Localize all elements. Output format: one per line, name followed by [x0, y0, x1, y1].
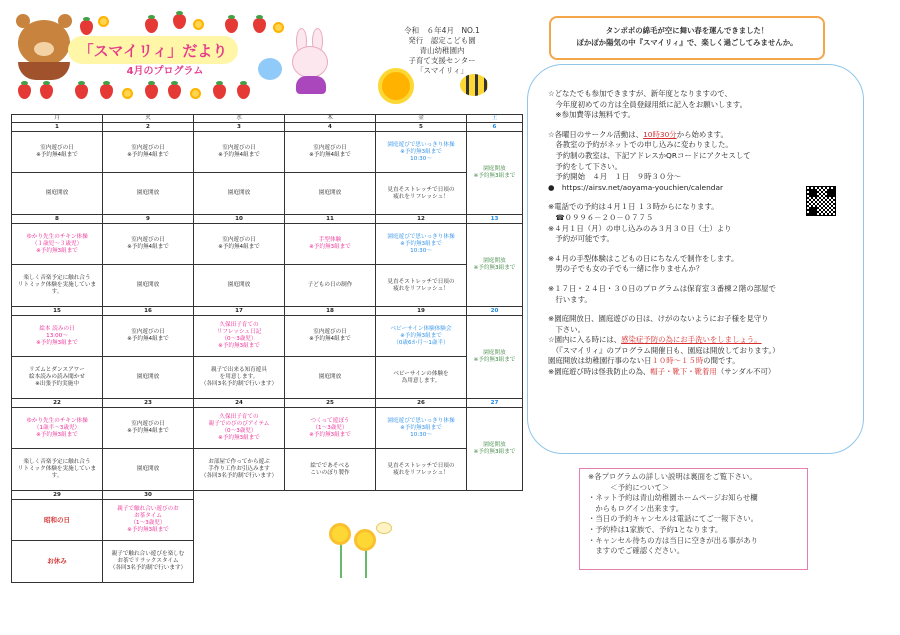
info-line: （『スマイリィ』のプログラム開催日も、園庭は開放しております。）	[548, 345, 780, 355]
date-number: 13	[467, 215, 523, 224]
info-line	[548, 367, 853, 378]
afternoon-program-row	[12, 265, 523, 307]
mouse-illustration	[258, 58, 282, 80]
greeting-banner	[549, 16, 825, 60]
weekday-header-row	[12, 115, 523, 123]
issue-line: 令和 ６年4月 NO.1	[404, 26, 480, 35]
program-cell: お休み	[12, 541, 103, 583]
newsletter-subtitle: 4月のプログラム	[126, 66, 204, 77]
date-number: 16	[103, 307, 194, 316]
info-line: 予約が可能です。	[548, 234, 614, 244]
strawberry-basket-illustration	[18, 62, 70, 80]
afternoon-program-row	[12, 357, 523, 399]
date-number: 9	[103, 215, 194, 224]
info-line: ※電話での予約は４月１日 １３時からになります。	[548, 202, 719, 212]
program-cell: 室内遊びの日 ※予約無4組まで	[103, 132, 194, 173]
program-cell: 園庭開放	[103, 173, 194, 215]
info-line	[548, 356, 853, 367]
weekday-label: 水	[194, 115, 285, 123]
bunny-illustration	[290, 28, 328, 78]
info-line: ※園庭開放日、園庭遊びの日は、けがのないようにお子様を見守り	[548, 314, 769, 324]
date-number: 25	[285, 399, 376, 408]
empty-cell	[467, 541, 523, 583]
program-cell: 園庭開放	[103, 357, 194, 399]
info-line: ※４月の手型体験はこどもの日にちなんで制作をします。	[548, 253, 739, 263]
program-cell: 室内遊びの日 ※予約無4組まで	[103, 224, 194, 265]
saturday-program-cell: 園庭開放 ※予約無3組まで	[467, 408, 523, 491]
program-cell: 久保田子育ての リフレッシュ日記 （0〜3歳児） ※予約無3組まで	[194, 316, 285, 357]
date-number: 19	[376, 307, 467, 316]
info-line: 予約制の教室は、下記アドレスかQRコードにアクセスして	[548, 150, 751, 160]
date-number: 3	[194, 123, 285, 132]
program-cell: 園庭開放	[285, 357, 376, 399]
empty-cell	[467, 500, 523, 541]
banner-line: タンポポの綿毛が空に舞い春を運んできました！	[605, 26, 769, 35]
reservation-notes	[579, 468, 808, 570]
date-number: 2	[103, 123, 194, 132]
program-cell: 手型体験 ※予約無3組まで	[285, 224, 376, 265]
program-cell: 楽しく音楽予定に触れ合う リトミック体験を実施しています。	[12, 449, 103, 491]
date-number: 23	[103, 399, 194, 408]
info-line: 下さい。	[548, 324, 585, 334]
info-text-part: の間です。	[703, 356, 740, 366]
date-row	[12, 491, 523, 500]
weekday-label: 金	[376, 115, 467, 123]
notes-line: ＜予約について＞	[588, 482, 670, 492]
newsletter-title: 「スマイリィ」だより	[68, 36, 238, 64]
info-text-part: ☆各曜日のサークル活動は、	[548, 129, 644, 139]
date-row	[12, 399, 523, 408]
saturday-program-cell: 園庭開放 ※予約無3組まで	[467, 132, 523, 215]
program-cell: 室内遊びの日 ※予約無4組まで	[12, 132, 103, 173]
info-text-part: （サンダル不可）	[716, 367, 776, 377]
bear-illustration	[18, 20, 70, 66]
bunny-dress	[296, 76, 326, 94]
afternoon-program-row	[12, 173, 523, 215]
notes-line: ・予約枠は1家族で、予約1となります。	[588, 524, 723, 534]
date-number: 30	[103, 491, 194, 500]
program-cell: 見直そストレッチで日頃の 疲れをリフレッシュ！	[376, 449, 467, 491]
date-number: 11	[285, 215, 376, 224]
program-cell: 見直そストレッチで日頃の 疲れをリフレッシュ！	[376, 265, 467, 307]
program-cell: 園庭開放	[285, 173, 376, 215]
program-cell: 室内遊びの日 ※予約無4組まで	[194, 132, 285, 173]
empty-cell	[194, 500, 285, 541]
program-cell: 園庭開放	[103, 449, 194, 491]
issue-line: 子育て支援センター	[408, 56, 476, 65]
phone-number: ☎０９９６－２０－０７７５	[548, 212, 654, 222]
program-cell: ベビーサイン体験体験会 ※予約無3組まで （0歳6か月〜1歳半）	[376, 316, 467, 357]
weekday-label: 月	[12, 115, 103, 123]
program-calendar	[11, 114, 523, 583]
program-cell: 子どもの日の制作	[285, 265, 376, 307]
program-cell: 親子で触れ合い遊びを楽しむ お茶でリラックスタイム （各回3名予約制で行います）	[103, 541, 194, 583]
info-line: ※１７日・２４日・３０日のプログラムは保育室３番棟２階の部屋で	[548, 283, 776, 293]
hand-wash-notice: 感染症予防の為にお手洗いをしましょう。	[621, 335, 762, 345]
date-number: 18	[285, 307, 376, 316]
morning-program-row	[12, 408, 523, 449]
empty-cell	[194, 541, 285, 583]
program-cell: つくって遊ぼう （1〜3歳児） ※予約無3組まで	[285, 408, 376, 449]
info-line	[548, 130, 853, 141]
program-cell: ゆかり先生のチキン体操 （１歳児〜３歳児） ※予約無3組まで	[12, 224, 103, 265]
date-row	[12, 307, 523, 316]
empty-cell	[194, 491, 285, 500]
program-cell: 室内遊びの日 ※予約無4組まで	[285, 316, 376, 357]
program-cell: 絵本 読みの日 13:00〜 ※予約無3組まで	[12, 316, 103, 357]
program-cell: ゆかり先生のチキン体操 （1歳半〜3歳児） ※予約無3組まで	[12, 408, 103, 449]
saturday-program-cell: 園庭開放 ※予約無3組まで	[467, 224, 523, 307]
program-cell: 室内遊びの日 ※予約無4組まで	[194, 224, 285, 265]
program-cell: 園庭開放	[103, 265, 194, 307]
notes-line: ・キャンセル待ちの方は当日に空きが出る事があり	[588, 535, 758, 545]
banner-line: ぽかぽか陽気の中『スマイリィ』で、楽しく過ごしてみませんか。	[576, 38, 798, 47]
info-text-part: ☆園内に入る時には、	[548, 335, 622, 345]
program-cell: 楽しく音楽予定に触れ合う リトミック体験を実施しています。	[12, 265, 103, 307]
program-cell: 室内遊びの日 ※予約無4組まで	[103, 316, 194, 357]
weekday-label-saturday: 土	[467, 115, 523, 123]
info-text	[548, 89, 853, 378]
date-row	[12, 215, 523, 224]
program-cell: 親子で出来る知育遊具 を用意します。 （各回3名予約制で行います）	[194, 357, 285, 399]
morning-program-row	[12, 224, 523, 265]
empty-cell	[376, 491, 467, 500]
date-number: 26	[376, 399, 467, 408]
date-number: 29	[12, 491, 103, 500]
reservation-url-link[interactable]: ● https://airsv.net/aoyama-youchien/calendar	[548, 182, 724, 192]
info-line: 今年度初めての方は全員登録用紙に記入をお願いします。	[548, 99, 747, 109]
program-cell: 室内遊びの日 ※予約無4組まで	[103, 408, 194, 449]
date-number: 5	[376, 123, 467, 132]
program-cell: 昭和の日	[12, 500, 103, 541]
info-text-part: から始めます。	[676, 129, 728, 139]
bee-illustration	[460, 74, 488, 96]
issue-line: 「スマイリィ」	[416, 66, 468, 75]
issue-line: 発行 認定こども園	[408, 36, 476, 45]
program-cell: お部屋で作ってから遊ぶ 手作り工作お引込みます （各回3名予約制で行います）	[194, 449, 285, 491]
calendar-body	[12, 123, 523, 583]
date-number: 27	[467, 399, 523, 408]
empty-cell	[285, 491, 376, 500]
qr-code[interactable]	[806, 186, 836, 216]
date-number: 1	[12, 123, 103, 132]
notes-line: ・当日の予約キャンセルは電話にてご一報下さい。	[588, 514, 758, 524]
date-number: 8	[12, 215, 103, 224]
date-number: 17	[194, 307, 285, 316]
info-text-part: 園庭開放は幼稚園行事のない日	[548, 356, 652, 366]
program-cell: リズムとダンスアワー 絵本読みの読み聞かせ ※出張予約実施中	[12, 357, 103, 399]
info-line: ※参加費等は無料です。	[548, 110, 635, 120]
afternoon-program-row	[12, 541, 523, 583]
morning-program-row	[12, 316, 523, 357]
info-text-part: ※園庭遊び時は怪我防止の為、	[548, 367, 651, 377]
program-cell: 園庭開放	[12, 173, 103, 215]
morning-program-row	[12, 132, 523, 173]
date-number: 6	[467, 123, 523, 132]
program-cell: 園庭遊びで思いっきり体操 ※予約無3組まで 10:30〜	[376, 408, 467, 449]
program-cell: 園庭遊びで思いっきり体操 ※予約無3組まで 10:30〜	[376, 132, 467, 173]
date-number: 20	[467, 307, 523, 316]
notes-line: ※各プログラムの詳しい説明は裏面をご覧下さい。	[588, 472, 757, 481]
program-cell: 親子で触れ合い遊びのお お茶タイム （1〜3歳児） ※予約無3組まで	[103, 500, 194, 541]
date-row	[12, 123, 523, 132]
date-number: 24	[194, 399, 285, 408]
info-line: 予約開始 ４月 １日 ９時３０分～	[548, 172, 682, 182]
yard-hours-highlight: １０時～１５時	[651, 356, 704, 366]
program-cell: 園庭遊びで思いっきり体操 ※予約無3組まで 10:30〜	[376, 224, 467, 265]
clothing-highlight: 帽子・靴下・靴着用	[650, 367, 717, 377]
date-number: 4	[285, 123, 376, 132]
empty-cell	[376, 541, 467, 583]
date-number: 15	[12, 307, 103, 316]
weekday-label: 火	[103, 115, 194, 123]
notes-line: からもログイン出来ます。	[588, 503, 684, 513]
afternoon-program-row	[12, 449, 523, 491]
notes-line: ますのでご確認ください。	[588, 546, 685, 556]
info-line: 各教室の予約がネットでの申し込みに変わりました。	[548, 140, 733, 150]
notes-line: ・ネット予約は青山幼稚園ホームページお知らせ欄	[588, 493, 758, 503]
info-line	[548, 335, 853, 346]
date-number: 12	[376, 215, 467, 224]
date-number: 10	[194, 215, 285, 224]
info-line: ※４月１日（月）の申し込みのみ３月３０日（土）より	[548, 223, 732, 233]
sunflower-illustration	[378, 68, 414, 104]
info-line: 行います。	[548, 294, 592, 304]
empty-cell	[376, 500, 467, 541]
issue-line: 青山幼稚園内	[419, 46, 465, 55]
program-cell: ベビーサインの体験を 為用意します。	[376, 357, 467, 399]
program-cell: 見直そストレッチで日頃の 疲れをリフレッシュ！	[376, 173, 467, 215]
saturday-program-cell: 園庭開放 ※予約無3組まで	[467, 316, 523, 399]
info-line: ☆どなたでも参加できますが、新年度となりますので、	[548, 89, 732, 98]
start-time-highlight: 10時30分	[643, 129, 677, 139]
info-line: 男の子でも女の子でも一緒に作りませんか？	[548, 264, 704, 274]
program-cell: 園庭開放	[194, 265, 285, 307]
morning-program-row	[12, 500, 523, 541]
info-line: 予約をして下さい。	[548, 161, 622, 171]
weekday-label: 木	[285, 115, 376, 123]
empty-cell	[467, 491, 523, 500]
date-number: 22	[12, 399, 103, 408]
program-cell: 久保田子育ての 親子でのびのびアイテム （0〜3歳児） ※予約無3組まで	[194, 408, 285, 449]
program-cell: 園庭開放	[194, 173, 285, 215]
program-cell: 絵でであそべる こいのぼり製作	[285, 449, 376, 491]
program-cell: 室内遊びの日 ※予約無4組まで	[285, 132, 376, 173]
